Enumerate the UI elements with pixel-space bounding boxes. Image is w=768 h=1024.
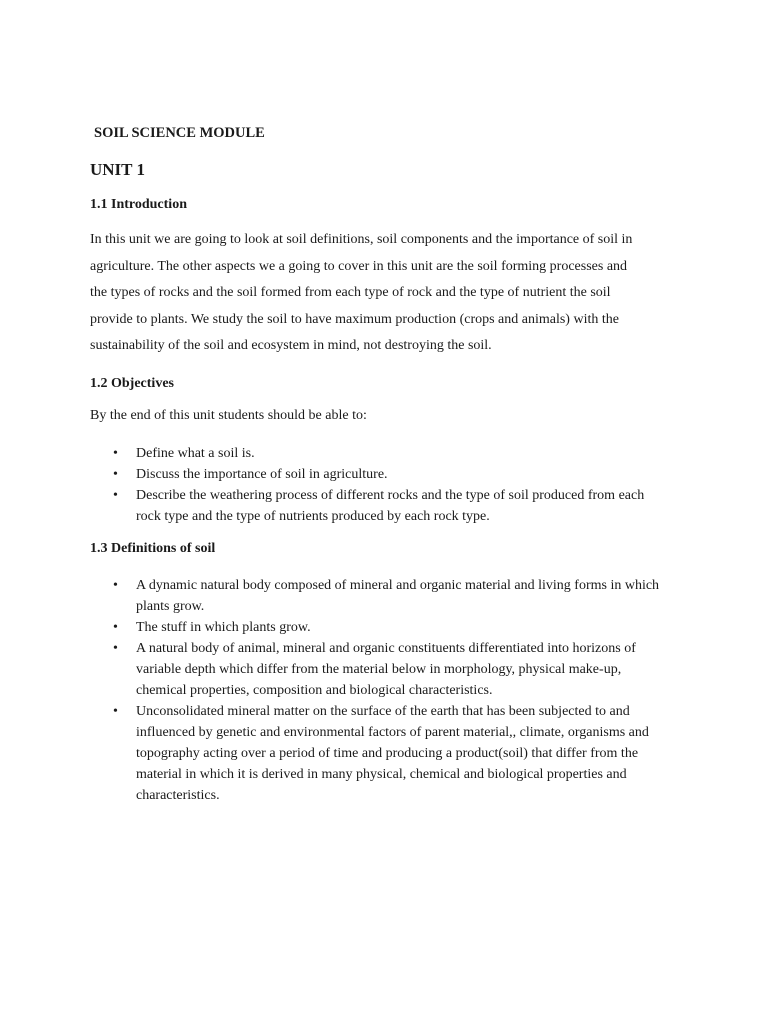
definition-text: Unconsolidated mineral matter on the surface of the earth that has been subjected to and influenced by genetic and environmental factors of parent material,, climate, organisms and topography acting over a period of time and producing a product(soil) that differ from the material in which it is derived in many physical, chemical and biological properties and characteristics. (136, 704, 649, 803)
section-heading-introduction: 1.1 Introduction (90, 197, 187, 212)
intro-line: provide to plants. We study the soil to have maximum production (crops and animals) with the (90, 311, 619, 327)
bullet-icon: • (113, 620, 118, 635)
objective-text: Describe the weathering process of different rocks and the type of soil produced from each rock type and the type of nutrients produced by each rock type. (136, 488, 645, 524)
objective-text: Discuss the importance of soil in agriculture. (136, 467, 388, 482)
section-heading-definitions: 1.3 Definitions of soil (90, 541, 216, 556)
bullet-icon: • (113, 578, 118, 593)
definition-text: A natural body of animal, mineral and organic constituents differentiated into horizons of variable depth which differ from the material below in morphology, physical make-up, chemical properties, composition and biological characteristics. (136, 641, 636, 698)
list-item (0, 638, 666, 701)
list-item (0, 443, 666, 464)
intro-line: In this unit we are going to look at soil definitions, soil components and the importance of soil in (90, 232, 633, 247)
bullet-icon: • (113, 446, 118, 461)
list-item (0, 575, 666, 617)
objectives-list (0, 443, 666, 527)
definition-text: A dynamic natural body composed of mineral and organic material and living forms in which plants grow. (136, 578, 660, 614)
list-item (0, 485, 666, 527)
bullet-icon: • (113, 467, 118, 482)
bullet-icon: • (113, 641, 118, 656)
intro-line: the types of rocks and the soil formed from each type of rock and the type of nutrient the soil (90, 285, 611, 300)
objectives-lead-text: By the end of this unit students should be able to: (90, 408, 367, 423)
list-item (0, 617, 666, 638)
unit-title: UNIT 1 (90, 160, 145, 179)
intro-line: agriculture. The other aspects we a going to cover in this unit are the soil forming processes and (90, 258, 628, 274)
intro-line: sustainability of the soil and ecosystem in mind, not destroying the soil. (90, 338, 492, 353)
definitions-list (0, 575, 666, 806)
bullet-icon: • (113, 488, 118, 503)
objective-text: Define what a soil is. (136, 446, 255, 461)
introduction-paragraph (90, 227, 690, 360)
bullet-icon: • (113, 704, 118, 719)
section-heading-objectives: 1.2 Objectives (90, 376, 174, 391)
list-item (0, 701, 666, 806)
definition-text: The stuff in which plants grow. (136, 620, 311, 635)
list-item (0, 464, 666, 485)
module-title: SOIL SCIENCE MODULE (94, 125, 265, 141)
